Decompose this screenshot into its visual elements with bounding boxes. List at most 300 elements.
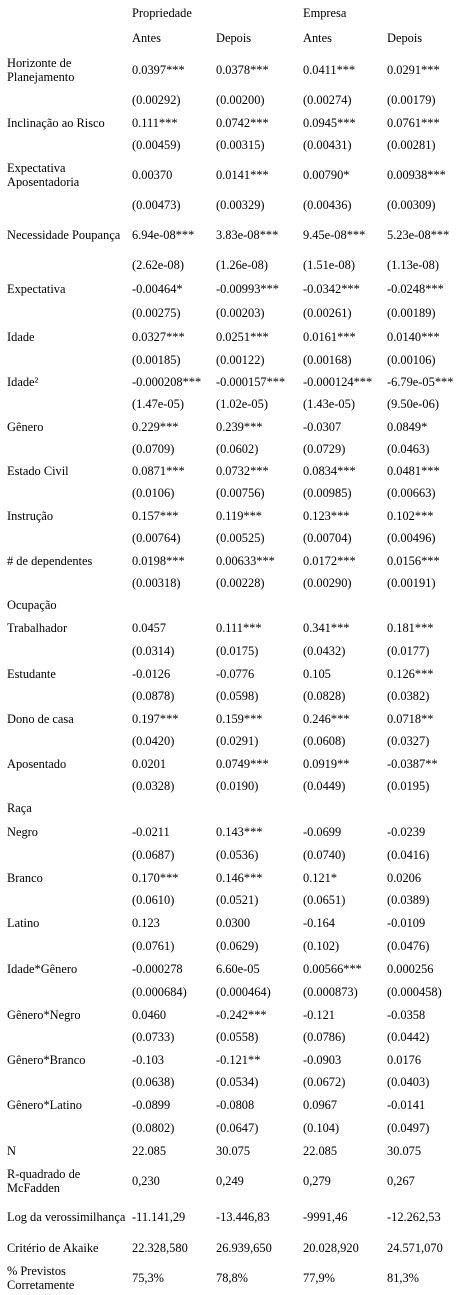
value-cell: (0.00261) <box>303 306 352 320</box>
table-row <box>7 640 469 662</box>
value-cell: (0.00179) <box>387 93 436 107</box>
value-cell: 0.239*** <box>216 419 263 434</box>
table-row <box>7 1117 469 1139</box>
value-cell: 78,8% <box>216 1271 249 1285</box>
value-cell: 0.126*** <box>387 666 434 681</box>
value-cell: 0.121* <box>303 870 338 885</box>
row-label: Idade*Gênero <box>7 962 78 976</box>
row-label: Dono de casa <box>7 711 74 726</box>
value-cell: 0.0201 <box>132 756 167 771</box>
header-empty-cell <box>7 25 132 51</box>
table-row <box>7 393 469 415</box>
row-label <box>7 438 132 460</box>
table-row <box>7 276 469 302</box>
table-row <box>7 51 469 89</box>
table-row <box>7 889 469 911</box>
subcol-empresa-depois: Depois <box>387 31 423 45</box>
value-cell: (0.0740) <box>303 848 346 862</box>
value-cell: 0.0967 <box>303 1098 338 1112</box>
value-cell: 0.0397*** <box>132 63 185 77</box>
value-cell: -0.0899 <box>132 1098 171 1112</box>
row-label: Negro <box>7 824 38 839</box>
value-cell: -0.0387** <box>387 756 438 771</box>
value-cell: 24.571,070 <box>387 1240 443 1255</box>
value-cell: (0.0521) <box>216 893 259 907</box>
table-row <box>7 911 469 935</box>
value-cell: 0.181*** <box>387 621 434 635</box>
value-cell <box>387 594 469 616</box>
value-cell: 0.00938*** <box>387 168 446 182</box>
row-label: Estado Civil <box>7 464 69 478</box>
value-cell <box>216 797 303 819</box>
value-cell: 0.143*** <box>216 824 263 839</box>
value-cell: 77,9% <box>303 1271 336 1285</box>
value-cell: (0.0802) <box>132 1121 175 1135</box>
value-cell: (0.0602) <box>216 442 259 456</box>
subcol-propriedade-depois: Depois <box>216 31 252 45</box>
row-label <box>7 349 132 371</box>
value-cell: (0.0389) <box>387 893 430 907</box>
value-cell <box>216 594 303 616</box>
row-label <box>7 889 132 911</box>
value-cell: -0.0248*** <box>387 282 444 296</box>
value-cell: (0.00274) <box>303 93 352 107</box>
value-cell: (0.00473) <box>132 198 181 212</box>
value-cell: -0.0776 <box>216 666 255 681</box>
row-label: Expectativa Aposentadoria <box>7 161 80 189</box>
value-cell: 0.0140*** <box>387 329 440 344</box>
row-label: # de dependentes <box>7 553 93 568</box>
value-cell: (0.0476) <box>387 939 430 953</box>
row-label: Gênero*Branco <box>7 1052 86 1067</box>
value-cell: (0.0432) <box>303 644 346 658</box>
value-cell: 0.0871*** <box>132 464 185 478</box>
value-cell: -0.103 <box>132 1052 165 1067</box>
table-row <box>7 302 469 324</box>
table-row <box>7 438 469 460</box>
value-cell: (0.00309) <box>387 198 436 212</box>
table-row <box>7 819 469 844</box>
value-cell: (0.0175) <box>216 644 259 658</box>
value-cell: (0.00168) <box>303 353 352 367</box>
value-cell: (0.00281) <box>387 138 436 152</box>
value-cell: 20.028,920 <box>303 1240 359 1255</box>
value-cell: (0.00496) <box>387 531 436 545</box>
value-cell: -0.0126 <box>132 666 171 681</box>
value-cell: 75,3% <box>132 1271 165 1285</box>
value-cell: -0.0342*** <box>303 282 360 296</box>
value-cell: -0.0307 <box>303 419 342 434</box>
value-cell: (0.00329) <box>216 198 265 212</box>
row-label <box>7 730 132 752</box>
value-cell: -0.0699 <box>303 824 342 839</box>
value-cell: 0.123 <box>132 916 160 930</box>
table-row <box>7 844 469 866</box>
value-cell: 22.085 <box>132 1144 167 1158</box>
value-cell: 5.23e-08*** <box>387 228 450 242</box>
value-cell: (0.0828) <box>303 689 346 703</box>
value-cell: (0.0687) <box>132 848 175 862</box>
value-cell: (0.0177) <box>387 644 430 658</box>
row-label: Expectativa <box>7 282 66 296</box>
row-label: Critério de Akaike <box>7 1240 99 1255</box>
value-cell: (0.0638) <box>132 1075 175 1089</box>
row-label <box>7 527 132 549</box>
row-label <box>7 685 132 707</box>
value-cell: (0.00191) <box>387 576 436 590</box>
value-cell: (0.0497) <box>387 1121 430 1135</box>
value-cell: (0.0536) <box>216 848 259 862</box>
value-cell: 6.94e-08*** <box>132 228 195 242</box>
value-cell <box>132 797 216 819</box>
value-cell: 22.328,580 <box>132 1240 188 1255</box>
value-cell: -12.262,53 <box>387 1209 441 1224</box>
table-row <box>7 797 469 819</box>
value-cell: 0.0378*** <box>216 63 269 77</box>
value-cell <box>132 594 216 616</box>
row-label <box>7 640 132 662</box>
value-cell: (0.0382) <box>387 689 430 703</box>
row-label: Raça <box>7 801 32 815</box>
value-cell: 0.0460 <box>132 1007 167 1022</box>
row-label <box>7 935 132 957</box>
value-cell: (0.0463) <box>387 442 430 456</box>
value-cell <box>303 594 387 616</box>
row-label: Branco <box>7 870 43 885</box>
value-cell: (0.0733) <box>132 1030 175 1044</box>
value-cell: (0.0878) <box>132 689 175 703</box>
value-cell: (0.102) <box>303 939 340 953</box>
value-cell: 0.119*** <box>216 508 263 523</box>
value-cell: 0.0411*** <box>303 63 356 77</box>
value-cell: -0.0358 <box>387 1007 426 1022</box>
value-cell: 0.0198*** <box>132 553 185 568</box>
value-cell: (0.0709) <box>132 442 175 456</box>
row-label: % Previstos Corretamente <box>7 1264 75 1292</box>
table-row <box>7 1234 469 1261</box>
value-cell: (0.104) <box>303 1121 340 1135</box>
table-row <box>7 1139 469 1163</box>
row-label: R-quadrado de McFadden <box>7 1167 81 1195</box>
row-label: Ocupação <box>7 598 57 612</box>
value-cell: 0.111*** <box>216 621 262 635</box>
value-cell: (0.00203) <box>216 306 265 320</box>
value-cell: (1.43e-05) <box>303 397 355 411</box>
value-cell: (0.0328) <box>132 779 175 793</box>
value-cell: 81,3% <box>387 1271 420 1285</box>
table-row <box>7 216 469 254</box>
value-cell: -0.00993*** <box>216 282 279 296</box>
value-cell: 6.60e-05 <box>216 962 260 976</box>
row-label <box>7 134 132 156</box>
row-label: Necessidade Poupança <box>7 228 121 242</box>
value-cell: (0.00459) <box>132 138 181 152</box>
value-cell: (0.0651) <box>303 893 346 907</box>
value-cell: 0.229*** <box>132 419 179 434</box>
subcol-propriedade-antes: Antes <box>132 31 161 45</box>
value-cell: (0.00663) <box>387 486 436 500</box>
value-cell: -0.000278 <box>132 962 183 976</box>
value-cell: 0.0300 <box>216 916 251 930</box>
table-row <box>7 981 469 1003</box>
value-cell: 0.170*** <box>132 870 179 885</box>
value-cell: -0.000208*** <box>132 375 202 389</box>
value-cell: 0,279 <box>303 1174 331 1188</box>
value-cell: 0.0156*** <box>387 553 440 568</box>
value-cell: -0.0808 <box>216 1098 255 1112</box>
value-cell: (0.00228) <box>216 576 265 590</box>
row-label: Gênero <box>7 419 44 434</box>
value-cell: -0.0211 <box>132 824 170 839</box>
value-cell: (0.00764) <box>132 531 181 545</box>
row-label <box>7 194 132 216</box>
value-cell: (0.000873) <box>303 985 358 999</box>
row-label: Estudante <box>7 666 56 681</box>
table-row <box>7 549 469 572</box>
value-cell: (0.00704) <box>303 531 352 545</box>
row-label <box>7 482 132 504</box>
value-cell: (0.0327) <box>387 734 430 748</box>
value-cell: 0.0161*** <box>303 329 356 344</box>
value-cell: 0.00566*** <box>303 962 362 976</box>
row-label <box>7 1071 132 1093</box>
row-label: Inclinação ao Risco <box>7 115 105 130</box>
table-row <box>7 504 469 527</box>
value-cell: (0.0403) <box>387 1075 430 1089</box>
value-cell: 0,230 <box>132 1174 160 1188</box>
value-cell: (0.00436) <box>303 198 352 212</box>
value-cell: -9991,46 <box>303 1209 348 1224</box>
value-cell: (0.00756) <box>216 486 265 500</box>
row-label <box>7 302 132 324</box>
table-row <box>7 685 469 707</box>
value-cell: 0.0251*** <box>216 329 269 344</box>
value-cell: 0.0141*** <box>216 168 269 182</box>
value-cell: 0.0172*** <box>303 553 356 568</box>
value-cell: (1.26e-08) <box>216 258 268 272</box>
row-label: N <box>7 1144 16 1158</box>
value-cell: 0,267 <box>387 1174 415 1188</box>
value-cell: 0.159*** <box>216 711 263 726</box>
value-cell: 0.0749*** <box>216 756 269 771</box>
row-label: Aposentado <box>7 756 67 771</box>
row-label <box>7 844 132 866</box>
value-cell: 0.105 <box>303 666 331 681</box>
table-row <box>7 572 469 594</box>
value-cell: 0.0327*** <box>132 329 185 344</box>
table-row <box>7 616 469 640</box>
value-cell: 0.0291*** <box>387 63 440 77</box>
row-label: Instrução <box>7 508 54 523</box>
value-cell: (0.0449) <box>303 779 346 793</box>
value-cell: (0.00290) <box>303 576 352 590</box>
value-cell: (0.0610) <box>132 893 175 907</box>
value-cell: (0.00431) <box>303 138 352 152</box>
table-body <box>7 51 469 1295</box>
value-cell: (0.00985) <box>303 486 352 500</box>
value-cell: (0.000464) <box>216 985 271 999</box>
table-row <box>7 1093 469 1117</box>
table-row <box>7 371 469 393</box>
value-cell: 0.123*** <box>303 508 350 523</box>
value-cell: (1.47e-05) <box>132 397 184 411</box>
table-row <box>7 134 469 156</box>
value-cell: (0.00189) <box>387 306 436 320</box>
value-cell: 0.0732*** <box>216 464 269 478</box>
table-row <box>7 156 469 194</box>
value-cell: (0.0534) <box>216 1075 259 1089</box>
value-cell: 30.075 <box>387 1144 422 1158</box>
table-row <box>7 1048 469 1071</box>
table-row <box>7 111 469 134</box>
table-row <box>7 254 469 276</box>
value-cell: 0.0457 <box>132 621 167 635</box>
subcol-empresa-antes: Antes <box>303 31 332 45</box>
row-label: Trabalhador <box>7 621 68 635</box>
value-cell: 0.0176 <box>387 1052 422 1067</box>
value-cell: 0.00633*** <box>216 553 275 568</box>
regression-table <box>7 0 469 1295</box>
group-header-empresa: Empresa <box>303 5 347 20</box>
table-row <box>7 662 469 685</box>
value-cell: (0.0647) <box>216 1121 259 1135</box>
value-cell: 0.146*** <box>216 870 263 885</box>
table-row <box>7 527 469 549</box>
value-cell: (0.0190) <box>216 779 259 793</box>
table-row <box>7 194 469 216</box>
header-subcolumn-row <box>7 25 469 51</box>
value-cell: 0.341*** <box>303 621 350 635</box>
value-cell: -11.141,29 <box>132 1209 186 1224</box>
table-row <box>7 1003 469 1026</box>
row-label <box>7 1117 132 1139</box>
value-cell: (0.000684) <box>132 985 187 999</box>
value-cell: 0.00370 <box>132 168 173 182</box>
value-cell: 9.45e-08*** <box>303 228 366 242</box>
value-cell: 0.000256 <box>387 962 434 976</box>
table-row <box>7 1026 469 1048</box>
value-cell: 0.0718** <box>387 711 434 726</box>
value-cell: (0.0420) <box>132 734 175 748</box>
value-cell: -0.121** <box>216 1052 261 1067</box>
value-cell: (0.0106) <box>132 486 175 500</box>
value-cell: 26.939,650 <box>216 1240 272 1255</box>
value-cell: 0.0206 <box>387 870 422 885</box>
value-cell: (0.00185) <box>132 353 181 367</box>
value-cell: -0.121 <box>303 1007 336 1022</box>
row-label: Gênero*Negro <box>7 1007 81 1022</box>
value-cell: (0.0195) <box>387 779 430 793</box>
value-cell: (0.00122) <box>216 353 265 367</box>
row-label: Latino <box>7 916 40 930</box>
value-cell: -0.000157*** <box>216 375 286 389</box>
value-cell: (9.50e-06) <box>387 397 439 411</box>
value-cell: (0.00106) <box>387 353 436 367</box>
row-label <box>7 572 132 594</box>
value-cell: 0.197*** <box>132 711 179 726</box>
value-cell: 22.085 <box>303 1144 338 1158</box>
value-cell: 30.075 <box>216 1144 251 1158</box>
table-row <box>7 594 469 616</box>
value-cell: -0.0239 <box>387 824 426 839</box>
header-group-row <box>7 0 469 25</box>
value-cell: (0.0558) <box>216 1030 259 1044</box>
row-label <box>7 981 132 1003</box>
value-cell: (0.000458) <box>387 985 442 999</box>
value-cell: -0.242*** <box>216 1007 267 1022</box>
value-cell: 0.246*** <box>303 711 350 726</box>
value-cell: (1.02e-05) <box>216 397 268 411</box>
value-cell: 0.0761*** <box>387 115 440 130</box>
value-cell: 0.157*** <box>132 508 179 523</box>
value-cell: 0.0849* <box>387 419 428 434</box>
row-label <box>7 89 132 111</box>
value-cell: 0.0742*** <box>216 115 269 130</box>
value-cell: 0.0834*** <box>303 464 356 478</box>
row-label: Gênero*Latino <box>7 1098 83 1112</box>
table-row <box>7 730 469 752</box>
value-cell: 0.0919** <box>303 756 350 771</box>
value-cell: (0.0442) <box>387 1030 430 1044</box>
value-cell: (0.00275) <box>132 306 181 320</box>
row-label <box>7 254 132 276</box>
row-label: Log da verossimilhança <box>7 1209 126 1224</box>
table-row <box>7 935 469 957</box>
value-cell: -0.164 <box>303 916 336 930</box>
value-cell: (0.0786) <box>303 1030 346 1044</box>
row-label: Idade² <box>7 375 39 389</box>
value-cell: -0.000124*** <box>303 375 373 389</box>
table-row <box>7 349 469 371</box>
table-row <box>7 415 469 438</box>
row-label: Idade <box>7 329 35 344</box>
value-cell: (0.0598) <box>216 689 259 703</box>
group-header-propriedade: Propriedade <box>132 5 192 20</box>
value-cell: (0.0416) <box>387 848 430 862</box>
table-row <box>7 1071 469 1093</box>
value-cell: (0.00525) <box>216 531 265 545</box>
value-cell: -0.0141 <box>387 1098 426 1112</box>
value-cell: (0.0291) <box>216 734 259 748</box>
table-row <box>7 707 469 730</box>
table-row <box>7 89 469 111</box>
table-row <box>7 324 469 349</box>
row-label: Horizonte de Planejamento <box>7 56 75 84</box>
value-cell: 0,249 <box>216 1174 244 1188</box>
value-cell: 0.111*** <box>132 115 178 130</box>
row-label <box>7 1026 132 1048</box>
table-row <box>7 957 469 981</box>
value-cell: (0.0608) <box>303 734 346 748</box>
row-label <box>7 775 132 797</box>
table-row <box>7 752 469 775</box>
value-cell: (0.0314) <box>132 644 175 658</box>
value-cell: 0.0945*** <box>303 115 356 130</box>
value-cell: (0.00200) <box>216 93 265 107</box>
value-cell: -6.79e-05*** <box>387 375 454 389</box>
table-row <box>7 775 469 797</box>
value-cell: (0.00315) <box>216 138 265 152</box>
value-cell: (0.0629) <box>216 939 259 953</box>
value-cell: (2.62e-08) <box>132 258 184 272</box>
table-row <box>7 482 469 504</box>
table-row <box>7 1261 469 1295</box>
value-cell: -0.00464* <box>132 282 183 296</box>
table-row <box>7 1163 469 1199</box>
value-cell: 3.83e-08*** <box>216 228 279 242</box>
value-cell: -0.0109 <box>387 916 426 930</box>
value-cell: (1.51e-08) <box>303 258 355 272</box>
